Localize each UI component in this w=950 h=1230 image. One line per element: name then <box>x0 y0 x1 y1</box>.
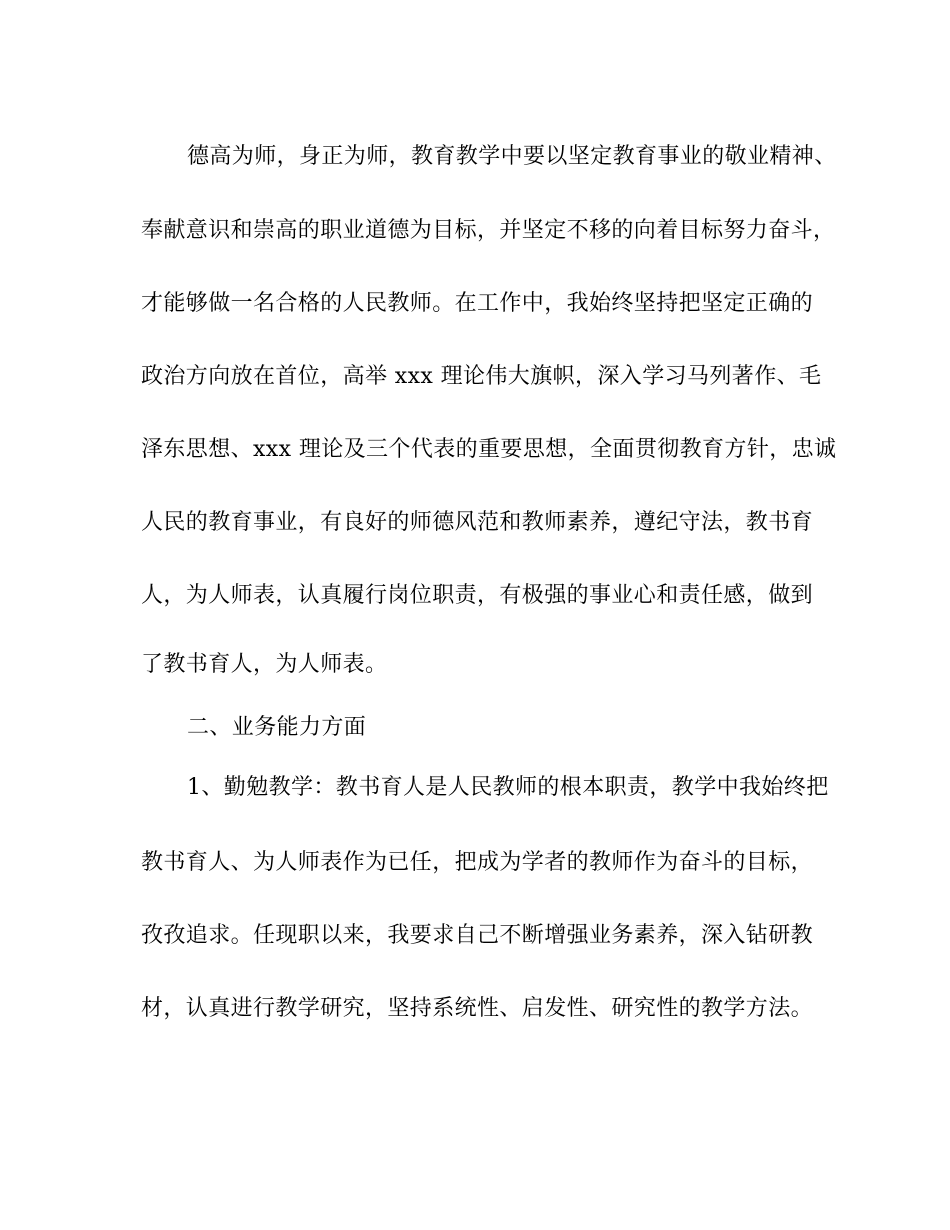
paragraph-line: 教书育人、为人师表作为已任，把成为学者的教师作为奋斗的目标， <box>141 850 814 875</box>
paragraph-line: 人，为人师表，认真履行岗位职责，有极强的事业心和责任感，做到 <box>141 583 814 608</box>
paragraph-line: 才能够做一名合格的人民教师。在工作中，我始终坚持把坚定正确的 <box>141 291 814 316</box>
paragraph-line: 人民的教育事业，有良好的师德风范和教师素养，遵纪守法，教书育 <box>141 510 814 535</box>
paragraph-line: 了教书育人，为人师表。 <box>141 652 388 677</box>
paragraph-line: 政治方向放在首位，高举 xxx 理论伟大旗帜，深入学习马列著作、毛 <box>141 364 822 389</box>
paragraph-line: 孜孜追求。任现职以来，我要求自己不断增强业务素养，深入钻研教 <box>141 923 814 948</box>
paragraph-line: 德高为师，身正为师，教育教学中要以坚定教育事业的敬业精神、 <box>187 144 837 169</box>
section-heading: 二、业务能力方面 <box>187 715 367 740</box>
paragraph-line: 泽东思想、xxx 理论及三个代表的重要思想，全面贯彻教育方针，忠诚 <box>141 437 837 462</box>
paragraph-line: 奉献意识和崇高的职业道德为目标，并坚定不移的向着目标努力奋斗， <box>141 218 836 243</box>
paragraph-line: 材，认真进行教学研究，坚持系统性、启发性、研究性的教学方法。 <box>141 996 814 1021</box>
paragraph-line: 1、勤勉教学：教书育人是人民教师的根本职责，教学中我始终把 <box>187 775 829 800</box>
